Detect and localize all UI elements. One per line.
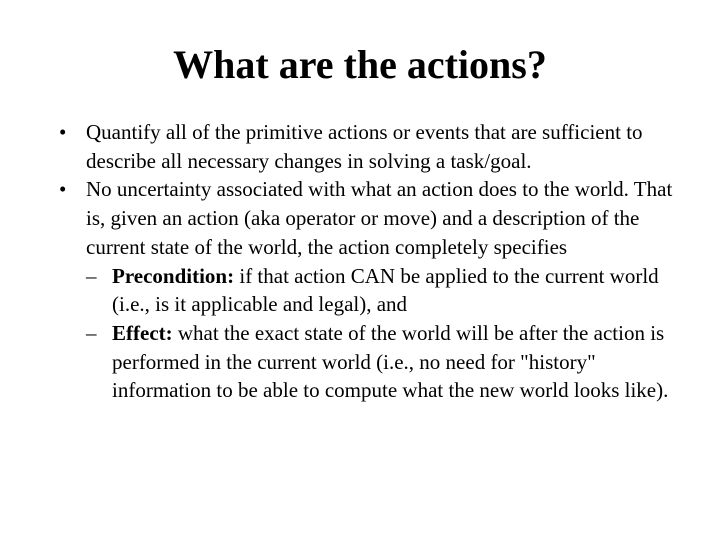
sub-bullet-marker: – — [86, 320, 97, 345]
bullet-item — [56, 118, 696, 175]
slide-body — [56, 118, 696, 405]
sub-bullet-marker: – — [86, 263, 97, 288]
sub-bullet-item — [56, 319, 696, 405]
sub-bullet-term: Effect: — [112, 320, 173, 345]
bullet-text: No uncertainty associated with what an action does to the world. That is, given an action (aka operator or move) and a description of the current state of the world, the action completely specifies — [86, 177, 673, 259]
bullet-marker: • — [59, 177, 67, 202]
sub-bullet-text: what the exact state of the world will be after the action is performed in the current world (i.e., no need for "history" information to be able to compute what the new world looks like). — [112, 320, 669, 403]
sub-bullet-item — [56, 262, 696, 319]
bullet-item — [56, 175, 696, 261]
slide-title: What are the actions? — [173, 42, 547, 87]
sub-bullet-text: if that action CAN be applied to the current world (i.e., is it applicable and legal), and — [112, 263, 659, 317]
sub-bullet-term: Precondition: — [112, 263, 235, 288]
bullet-text: Quantify all of the primitive actions or events that are sufficient to describe all necessary changes in solving a task/goal. — [86, 120, 643, 173]
bullet-marker: • — [59, 120, 67, 144]
